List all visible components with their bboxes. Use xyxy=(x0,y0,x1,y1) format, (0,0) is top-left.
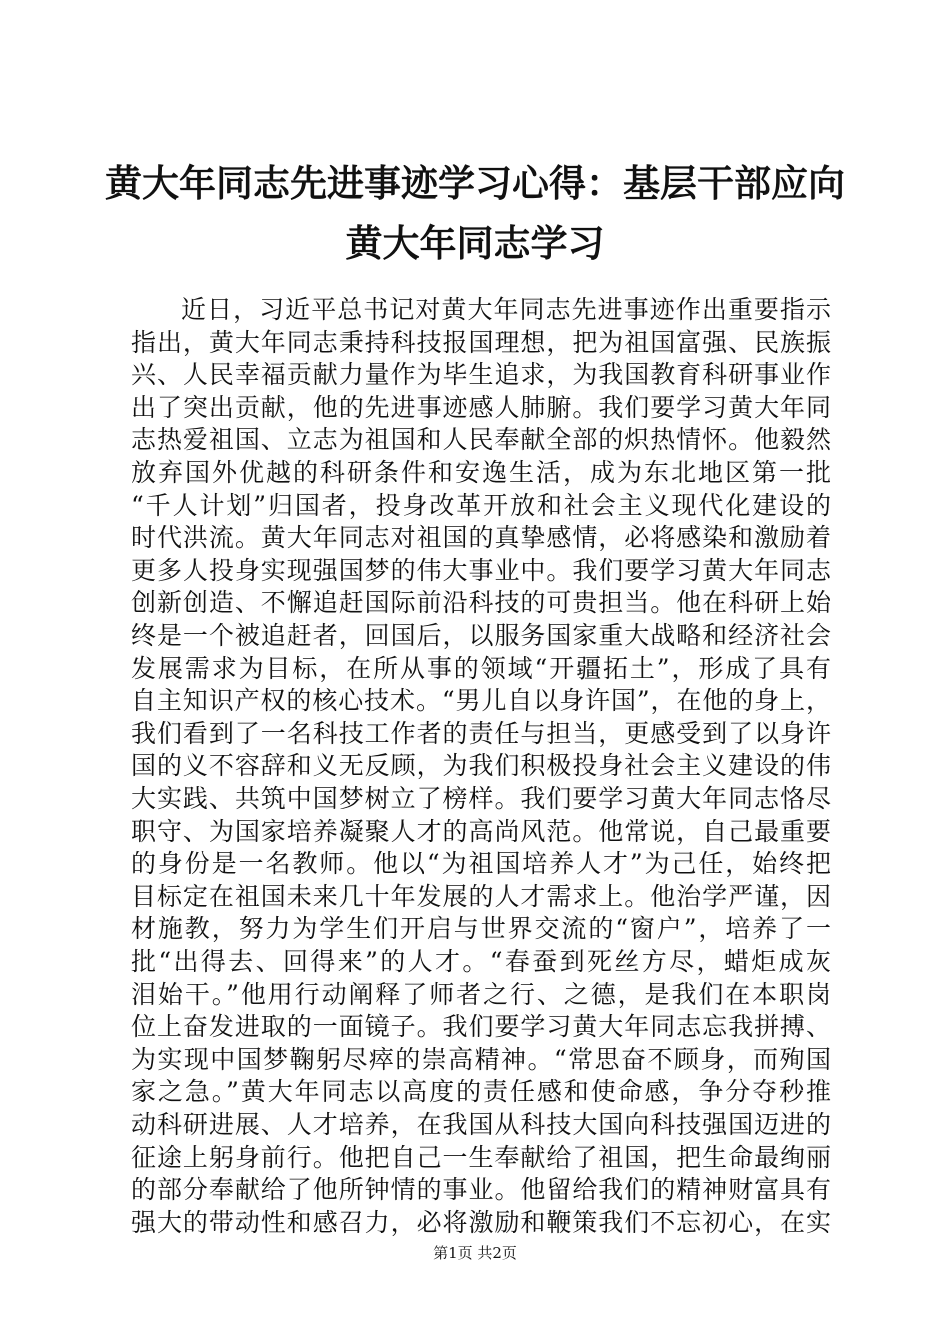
body-text-line: 我们看到了一名科技工作者的责任与担当，更感受到了以身许 xyxy=(131,718,831,748)
page-footer: 第1页 共2页 xyxy=(433,1244,517,1262)
body-text-line: 职守、为国家培养凝聚人才的高尚风范。他常说，自己最重要 xyxy=(131,816,831,846)
body-text-line: 材施教，努力为学生们开启与世界交流的“窗户”，培养了一 xyxy=(131,914,831,944)
body-text-line: 为实现中国梦鞠躬尽瘁的崇高精神。“常思奋不顾身，而殉国 xyxy=(131,1044,831,1074)
body-text-line: 目标定在祖国未来几十年发展的人才需求上。他治学严谨，因 xyxy=(131,881,831,911)
body-text-line: 大实践、共筑中国梦树立了榜样。我们要学习黄大年同志恪尽 xyxy=(131,784,831,813)
body-text-line: 兴、人民幸福贡献力量作为毕生追求，为我国教育科研事业作 xyxy=(131,360,831,390)
body-text-line: 放弃国外优越的科研条件和安逸生活，成为东北地区第一批 xyxy=(131,458,831,487)
body-text-line: 发展需求为目标，在所从事的领域“开疆拓土”，形成了具有 xyxy=(131,653,831,683)
body-text-line: 位上奋发进取的一面镜子。我们要学习黄大年同志忘我拼搏、 xyxy=(131,1012,831,1042)
body-text-line: 终是一个被追赶者，回国后，以服务国家重大战略和经济社会 xyxy=(131,621,831,650)
body-text-line: 的部分奉献给了他所钟情的事业。他留给我们的精神财富具有 xyxy=(131,1175,831,1205)
body-text-line: 批“出得去、回得来”的人才。“春蚕到死丝方尽，蜡炬成灰 xyxy=(131,947,831,976)
body-text-line: “千人计划”归国者，投身改革开放和社会主义现代化建设的 xyxy=(131,490,831,520)
body-text-line: 出了突出贡献，他的先进事迹感人肺腑。我们要学习黄大年同 xyxy=(131,392,831,422)
body-text-line: 家之急。”黄大年同志以高度的责任感和使命感，争分夺秒推 xyxy=(131,1077,831,1107)
body-text-line: 更多人投身实现强国梦的伟大事业中。我们要学习黄大年同志 xyxy=(131,555,831,585)
body-text-line: 近日，习近平总书记对黄大年同志先进事迹作出重要指示 xyxy=(181,295,831,324)
body-text-line: 自主知识产权的核心技术。“男儿自以身许国”，在他的身上， xyxy=(131,686,831,716)
body-text-line: 征途上躬身前行。他把自己一生奉献给了祖国，把生命最绚丽 xyxy=(131,1142,831,1172)
body-text-line: 动科研进展、人才培养，在我国从科技大国向科技强国迈进的 xyxy=(131,1110,831,1139)
body-text-line: 创新创造、不懈追赶国际前沿科技的可贵担当。他在科研上始 xyxy=(131,588,831,618)
body-text-line: 指出，黄大年同志秉持科技报国理想，把为祖国富强、民族振 xyxy=(131,327,831,357)
body-text-line: 泪始干。”他用行动阐释了师者之行、之德，是我们在本职岗 xyxy=(131,979,831,1009)
document-title-line-1: 黄大年同志先进事迹学习心得：基层干部应向 xyxy=(105,161,845,205)
body-text-line: 强大的带动性和感召力，必将激励和鞭策我们不忘初心，在实 xyxy=(131,1207,831,1237)
document-title-line-2: 黄大年同志学习 xyxy=(345,221,605,265)
body-text-line: 的身份是一名教师。他以“为祖国培养人才”为己任，始终把 xyxy=(131,849,831,879)
body-text-line: 志热爱祖国、立志为祖国和人民奉献全部的炽热情怀。他毅然 xyxy=(131,425,831,455)
body-text-line: 时代洪流。黄大年同志对祖国的真挚感情，必将感染和激励着 xyxy=(131,523,831,553)
body-text-line: 国的义不容辞和义无反顾，为我们积极投身社会主义建设的伟 xyxy=(131,751,831,781)
